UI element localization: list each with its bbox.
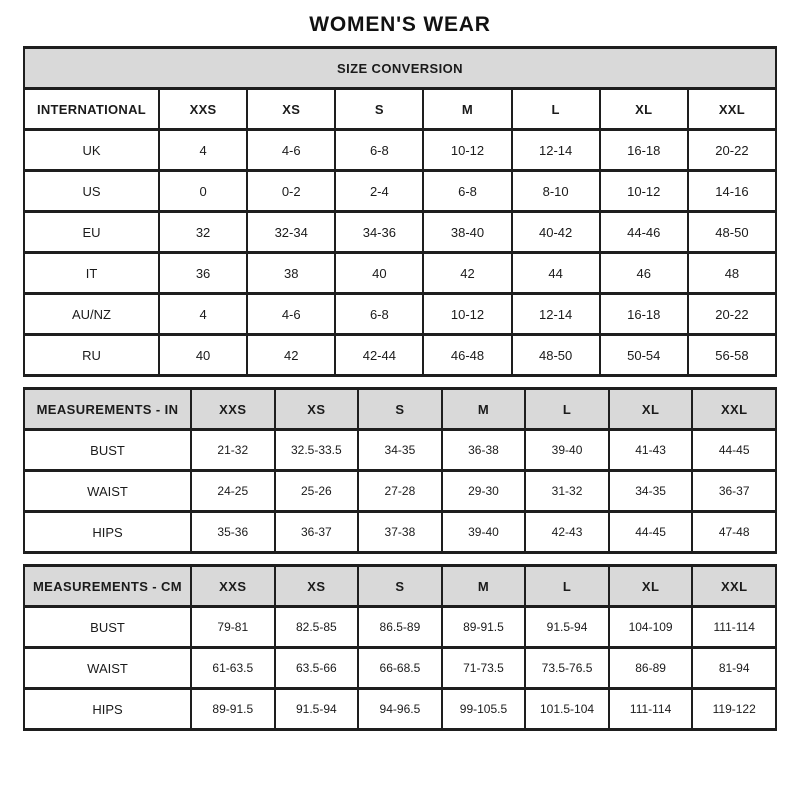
column-header-xxl: XXL [688, 89, 776, 130]
measurement-value: 82.5-85 [275, 607, 359, 648]
size-value: 46 [600, 253, 688, 294]
size-value: 14-16 [688, 171, 776, 212]
table-header-row [24, 48, 776, 89]
measurement-value: 39-40 [525, 430, 609, 471]
measurement-value: 63.5-66 [275, 648, 359, 689]
table-row-us [24, 171, 776, 212]
table-header-row [24, 389, 776, 430]
size-value: 12-14 [512, 294, 600, 335]
measurement-value: 39-40 [442, 512, 526, 553]
size-value: 42-44 [335, 335, 423, 376]
column-header-xs: XS [275, 566, 359, 607]
size-value: 20-22 [688, 130, 776, 171]
measurement-value: 32.5-33.5 [275, 430, 359, 471]
measurements-cm-table [23, 564, 777, 731]
size-value: 50-54 [600, 335, 688, 376]
measurement-value: 41-43 [609, 430, 693, 471]
size-conversion-table [23, 46, 777, 377]
table-row-it [24, 253, 776, 294]
size-value: 34-36 [335, 212, 423, 253]
column-header-s: S [358, 389, 442, 430]
size-value: 20-22 [688, 294, 776, 335]
column-header-l: L [525, 389, 609, 430]
size-value: 40-42 [512, 212, 600, 253]
table-row-waist [24, 648, 776, 689]
measurement-value: 101.5-104 [525, 689, 609, 730]
size-value: 38 [247, 253, 335, 294]
measurement-value: 104-109 [609, 607, 693, 648]
size-value: 10-12 [423, 294, 511, 335]
measurement-value: 99-105.5 [442, 689, 526, 730]
size-value: 46-48 [423, 335, 511, 376]
row-label: BUST [24, 430, 191, 471]
column-header-row [24, 89, 776, 130]
size-value: 48-50 [688, 212, 776, 253]
row-label: UK [24, 130, 159, 171]
measurements-in-header: MEASUREMENTS - IN [24, 389, 191, 430]
row-label: WAIST [24, 648, 191, 689]
row-label: US [24, 171, 159, 212]
column-header-l: L [512, 89, 600, 130]
measurement-value: 44-45 [609, 512, 693, 553]
size-value: 6-8 [335, 130, 423, 171]
size-value: 4 [159, 130, 247, 171]
size-value: 16-18 [600, 130, 688, 171]
table-row-hips [24, 689, 776, 730]
measurement-value: 47-48 [692, 512, 776, 553]
measurement-value: 111-114 [692, 607, 776, 648]
size-value: 10-12 [423, 130, 511, 171]
measurement-value: 81-94 [692, 648, 776, 689]
measurement-value: 36-37 [692, 471, 776, 512]
column-header-xxl: XXL [692, 566, 776, 607]
size-value: 6-8 [335, 294, 423, 335]
table-row-bust [24, 607, 776, 648]
size-value: 38-40 [423, 212, 511, 253]
measurement-value: 86.5-89 [358, 607, 442, 648]
size-value: 48 [688, 253, 776, 294]
size-value: 32 [159, 212, 247, 253]
size-value: 42 [247, 335, 335, 376]
size-value: 32-34 [247, 212, 335, 253]
row-label: RU [24, 335, 159, 376]
measurement-value: 119-122 [692, 689, 776, 730]
row-label: WAIST [24, 471, 191, 512]
column-header-m: M [442, 566, 526, 607]
measurement-value: 111-114 [609, 689, 693, 730]
column-header-xs: XS [247, 89, 335, 130]
measurement-value: 36-37 [275, 512, 359, 553]
table-header-row [24, 566, 776, 607]
column-header-s: S [358, 566, 442, 607]
size-value: 2-4 [335, 171, 423, 212]
measurement-value: 42-43 [525, 512, 609, 553]
measurement-value: 27-28 [358, 471, 442, 512]
measurement-value: 89-91.5 [191, 689, 275, 730]
size-value: 4 [159, 294, 247, 335]
column-header-m: M [423, 89, 511, 130]
column-header-xxs: XXS [191, 389, 275, 430]
table-row-uk [24, 130, 776, 171]
column-header-xl: XL [609, 566, 693, 607]
measurement-value: 91.5-94 [275, 689, 359, 730]
size-value: 4-6 [247, 130, 335, 171]
measurements-in-table [23, 387, 777, 554]
measurement-value: 34-35 [358, 430, 442, 471]
row-label: EU [24, 212, 159, 253]
column-header-xxl: XXL [692, 389, 776, 430]
table-row-eu [24, 212, 776, 253]
size-value: 44 [512, 253, 600, 294]
size-value: 16-18 [600, 294, 688, 335]
measurement-value: 94-96.5 [358, 689, 442, 730]
table-row-hips [24, 512, 776, 553]
row-label: HIPS [24, 689, 191, 730]
size-value: 42 [423, 253, 511, 294]
table-row-bust [24, 430, 776, 471]
measurement-value: 44-45 [692, 430, 776, 471]
table-row-ru [24, 335, 776, 376]
size-value: 0-2 [247, 171, 335, 212]
column-header-xl: XL [600, 89, 688, 130]
measurement-value: 31-32 [525, 471, 609, 512]
page-title: WOMEN'S WEAR [309, 13, 491, 36]
row-label: BUST [24, 607, 191, 648]
measurement-value: 35-36 [191, 512, 275, 553]
column-header-xxs: XXS [191, 566, 275, 607]
size-value: 40 [159, 335, 247, 376]
size-value: 6-8 [423, 171, 511, 212]
measurement-value: 61-63.5 [191, 648, 275, 689]
column-header-s: S [335, 89, 423, 130]
size-value: 44-46 [600, 212, 688, 253]
table-row-waist [24, 471, 776, 512]
measurement-value: 25-26 [275, 471, 359, 512]
size-conversion-header: SIZE CONVERSION [24, 48, 776, 89]
size-value: 48-50 [512, 335, 600, 376]
column-header-xl: XL [609, 389, 693, 430]
measurement-value: 71-73.5 [442, 648, 526, 689]
row-label: AU/NZ [24, 294, 159, 335]
row-label: HIPS [24, 512, 191, 553]
measurement-value: 66-68.5 [358, 648, 442, 689]
size-value: 4-6 [247, 294, 335, 335]
size-value: 0 [159, 171, 247, 212]
size-value: 10-12 [600, 171, 688, 212]
size-value: 40 [335, 253, 423, 294]
measurement-value: 34-35 [609, 471, 693, 512]
measurement-value: 89-91.5 [442, 607, 526, 648]
measurement-value: 73.5-76.5 [525, 648, 609, 689]
measurement-value: 24-25 [191, 471, 275, 512]
measurement-value: 21-32 [191, 430, 275, 471]
column-header-m: M [442, 389, 526, 430]
measurement-value: 37-38 [358, 512, 442, 553]
column-header-xs: XS [275, 389, 359, 430]
measurement-value: 36-38 [442, 430, 526, 471]
measurement-value: 29-30 [442, 471, 526, 512]
row-label: IT [24, 253, 159, 294]
measurement-value: 91.5-94 [525, 607, 609, 648]
table-row-aunz [24, 294, 776, 335]
column-header-international: INTERNATIONAL [24, 89, 159, 130]
size-value: 36 [159, 253, 247, 294]
size-value: 12-14 [512, 130, 600, 171]
measurements-cm-header: MEASUREMENTS - CM [24, 566, 191, 607]
size-value: 56-58 [688, 335, 776, 376]
size-value: 8-10 [512, 171, 600, 212]
measurement-value: 79-81 [191, 607, 275, 648]
measurement-value: 86-89 [609, 648, 693, 689]
column-header-xxs: XXS [159, 89, 247, 130]
column-header-l: L [525, 566, 609, 607]
